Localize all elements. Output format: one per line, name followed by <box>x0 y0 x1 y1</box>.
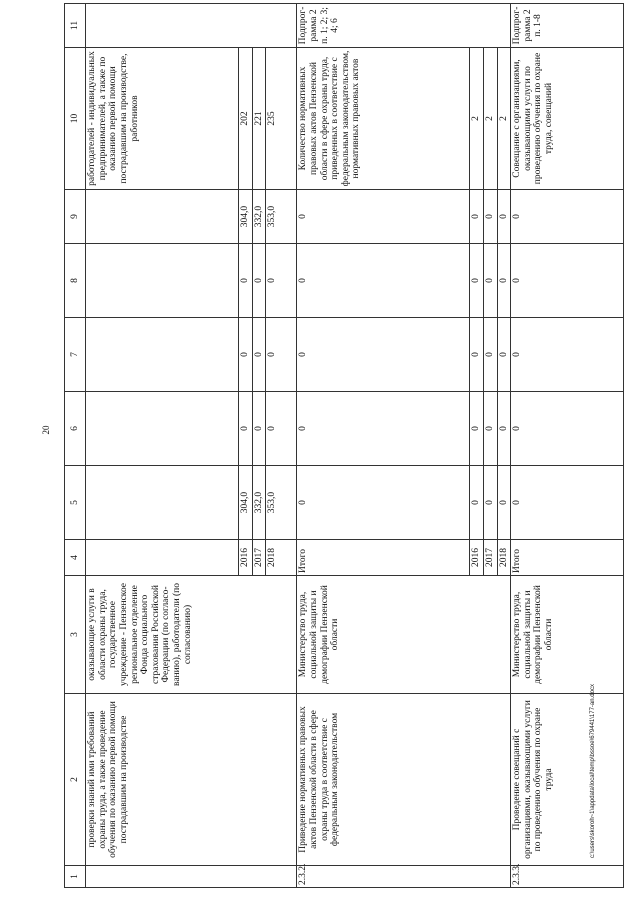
subprogram-cell: Подпрог-рамма 2 п. 1-8 <box>511 4 624 48</box>
table-row <box>86 4 239 888</box>
table-row: 2.3.3. Проведение совещаний с организациями, оказывающими услуги по проведению обучения по охране труда Министерство труда, социальной защиты и демографии Пензенской области Итого 0 0 0 0 0 Совещание с организациями, оказывающими услуги по проведению обучения по охране труда, совещаний Подпрог-рамма 2 п. 1-8 <box>511 4 624 888</box>
footer-path: c:\users\skoroh~1\appdata\local\temp\bssoe\679441\177-an.docx <box>590 684 596 858</box>
measure-cell: Проведение совещаний с организациями, оказывающими услуги по проведению обучения по охране труда <box>511 694 624 866</box>
measure-cell: проверки знаний ими требований охраны труда, а также проведение обучения по оказанию первой помощи пострадавшим на производстве <box>86 694 297 866</box>
program-table <box>64 3 624 888</box>
table-row: 2017 0 0 0 0 0 2 <box>483 4 497 888</box>
landscape-page <box>64 6 600 888</box>
table-row: 2018 353,0 0 0 0 353,0 235 <box>266 4 297 888</box>
col-header: 7 <box>65 318 86 392</box>
table-row: 2017 332,0 0 0 0 332,0 221 <box>252 4 266 888</box>
col-header: 6 <box>65 392 86 466</box>
col-header: 4 <box>65 540 86 576</box>
col-header: 8 <box>65 244 86 318</box>
col-header: 9 <box>65 190 86 244</box>
executor-cell: Министерство труда, социальной защиты и демографии Пензенской области <box>511 576 624 694</box>
indicator-cell: Количество нормативных правовых актов Пензенской области в сфере охраны труда, приведенных в соответствие с федеральным законодательством, нормативных правовых актов <box>297 48 470 190</box>
executor-cell: оказывающие услуги в области охраны труда, государственное учреждение - Пензенское региональное отделение Фонда социального страхования Российской Федерации (по согласо-ванию), работодатели (по согласованию) <box>86 576 297 694</box>
header-row <box>65 4 86 888</box>
row-number: 2.3.3. <box>511 866 624 888</box>
table-row: 2.3.2. Приведение нормативных правовых актов Пензенской области в сфере охраны труда в соответствие с федеральным законодательством Министерство труда, социальной защиты и демографии Пензенской области Итого 0 0 0 0 0 Количество нормативных правовых актов Пензенской области в сфере охраны труда, приведенных в соответствие с федеральным законодательством, нормативных правовых актов Подпрог-рамма 2 п. 1; 2; 3; 4; 6 <box>297 4 470 888</box>
row-number: 2.3.2. <box>297 866 511 888</box>
col-header: 10 <box>65 48 86 190</box>
table-row: 2018 0 0 0 0 0 2 <box>497 4 511 888</box>
table-row: 2016 0 0 0 0 0 2 <box>470 4 484 888</box>
page-number: 20 <box>41 425 51 435</box>
col-header: 1 <box>65 866 86 888</box>
indicator-cell: Совещание с организациями, оказывающими услуги по проведению обучения по охране труда, совещаний <box>511 48 624 190</box>
subprogram-cell: Подпрог-рамма 2 п. 1; 2; 3; 4; 6 <box>297 4 511 48</box>
indicator-cell: работодателей - индивидуальных предпринимателей, а также по оказанию первой помощи пострадавшим на производстве, работников <box>86 48 239 190</box>
table-row: 2016 304,0 0 0 0 304,0 202 <box>239 4 253 888</box>
col-header: 2 <box>65 694 86 866</box>
col-header: 11 <box>65 4 86 48</box>
col-header: 5 <box>65 466 86 540</box>
measure-cell: Приведение нормативных правовых актов Пензенской области в сфере охраны труда в соответствие с федеральным законодательством <box>297 694 511 866</box>
col-header: 3 <box>65 576 86 694</box>
executor-cell: Министерство труда, социальной защиты и демографии Пензенской области <box>297 576 511 694</box>
